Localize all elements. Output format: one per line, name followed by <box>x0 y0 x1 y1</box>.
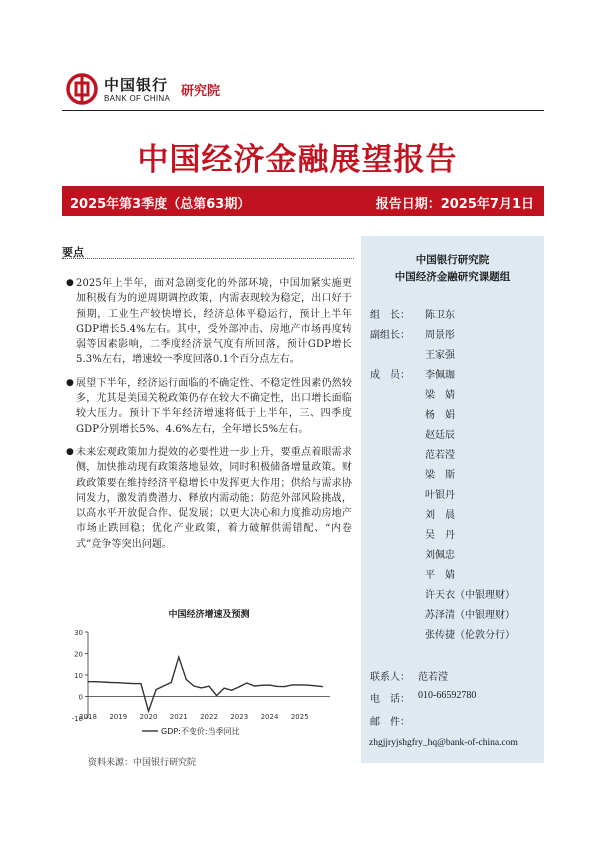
contact-label: 联系人： <box>370 672 410 683</box>
legend-label: GDP:不变价:当季同比 <box>161 727 240 736</box>
team-member: 叶银丹 <box>425 490 455 501</box>
team-member: 刘 晨 <box>425 510 455 521</box>
team-member: 平 婧 <box>425 570 455 581</box>
data-point <box>246 682 247 683</box>
bullet-icon: ● <box>66 278 74 288</box>
data-point <box>216 695 217 696</box>
logo-chinese-name: 中国银行 <box>104 76 169 94</box>
bank-of-china-logo-icon <box>66 73 98 105</box>
report-date: 报告日期：2025年7月1日 <box>375 197 534 212</box>
data-point <box>254 685 255 686</box>
key-point-text: 未来宏观政策加力提效的必要性进一步上升，要重点着眼需求侧，加快推动现有政策落地显效，同时积极储备增量政策。财政政策要在维持经济平稳增长中发挥更大作用；供给与需求协同发力，激发消费潜力、释放内需动能；防范外部风险挑战，以高水平开放促合作、促发展；以更大决心和力度推动房地产市场止跌回稳；优化产业政策，着力破解供需错配、“内卷式”竞争等突出问题。 <box>76 446 352 550</box>
role-label-deputy: 副组长： <box>370 330 410 341</box>
x-tick-label: 2019 <box>109 713 128 721</box>
data-point <box>118 682 119 683</box>
data-point <box>276 686 277 687</box>
x-tick-label: 2018 <box>79 713 97 721</box>
team-member: 刘佩忠 <box>425 550 455 561</box>
team-member: 周景彤 <box>425 330 455 341</box>
issue-label: 2025年第3季度（总第63期） <box>70 197 251 212</box>
data-point <box>178 657 179 658</box>
key-points-list <box>66 276 352 560</box>
data-point <box>110 682 111 683</box>
role-label-members: 成 员： <box>370 370 410 381</box>
y-tick-label: 0 <box>78 693 83 702</box>
data-point <box>224 688 225 689</box>
report-title: 中国经济金融展望报告 <box>137 142 458 178</box>
bullet-icon: ● <box>66 377 74 388</box>
data-point <box>284 686 285 687</box>
data-point <box>239 686 240 687</box>
data-point <box>186 679 187 680</box>
x-tick-label: 2021 <box>169 713 188 721</box>
team-member: 许天衣（中银理财） <box>425 590 515 601</box>
chart-source: 资料来源：中国银行研究院 <box>88 758 197 768</box>
key-points-heading: 要点 <box>62 246 84 259</box>
key-point-text: 展望下半年，经济运行面临的不确定性、不稳定性因素仍然较多，尤其是美国关税政策仍存在较大不确定性，出口增长面临较大压力。预计下半年经济增速将低于上半年，三、四季度GDP分别增长5%、4.6%左右，全年增长5%左右。 <box>76 377 352 435</box>
team-member: 陈卫东 <box>425 310 455 321</box>
key-point-item <box>66 376 352 437</box>
team-member: 梁 斯 <box>425 470 455 481</box>
key-point-item <box>66 445 352 552</box>
data-point <box>125 683 126 684</box>
phone-number: 010-66592780 <box>418 690 477 701</box>
data-point <box>87 681 88 682</box>
data-point <box>292 684 293 685</box>
series-line <box>88 657 322 711</box>
data-point <box>201 687 202 688</box>
data-point <box>269 685 270 686</box>
team-member: 范若滢 <box>425 450 455 461</box>
data-point <box>299 684 300 685</box>
data-point <box>261 685 262 686</box>
team-member: 赵廷辰 <box>425 430 455 441</box>
x-tick-label: 2023 <box>230 713 249 721</box>
email-label: 邮 件： <box>370 717 410 728</box>
phone-label: 电 话： <box>370 694 410 705</box>
team-member: 苏泽清（中银理财） <box>425 610 515 621</box>
data-point <box>133 683 134 684</box>
team-member: 吴 丹 <box>425 530 455 541</box>
data-point <box>208 686 209 687</box>
x-tick-label: 2020 <box>139 713 158 721</box>
panel-group-name: 中国经济金融研究课题组 <box>394 271 511 283</box>
header-divider <box>62 110 544 111</box>
data-point <box>231 690 232 691</box>
key-point-item <box>66 276 352 368</box>
y-tick-label: 20 <box>74 650 83 659</box>
y-tick-label: -10 <box>71 715 83 723</box>
data-point <box>163 685 164 686</box>
data-point <box>148 711 149 712</box>
bullet-icon: ● <box>66 446 74 457</box>
data-point <box>314 685 315 686</box>
chart-title: 中国经济增速及预测 <box>168 610 250 620</box>
key-points-divider <box>62 258 354 259</box>
y-tick-label: 10 <box>74 672 83 680</box>
data-point <box>95 681 96 682</box>
data-point <box>103 681 104 682</box>
data-point <box>193 685 194 686</box>
x-tick-label: 2024 <box>260 713 279 721</box>
team-member: 梁 婧 <box>425 390 455 401</box>
issue-banner <box>62 186 544 216</box>
team-member: 李佩珈 <box>425 370 455 381</box>
y-tick-label: 30 <box>74 629 83 637</box>
x-tick-label: 2025 <box>290 713 309 721</box>
data-point <box>140 683 141 684</box>
data-point <box>171 682 172 683</box>
role-label-leader: 组 长： <box>370 310 410 321</box>
email-address[interactable]: zhgjjryjshgfry_hq@bank-of-china.com <box>369 738 518 748</box>
institute-name: 研究院 <box>181 84 221 99</box>
data-point <box>322 686 323 687</box>
team-member: 杨 娟 <box>425 410 455 421</box>
logo-english-name: BANK OF CHINA <box>104 94 171 103</box>
team-member: 王家强 <box>425 350 455 361</box>
data-point <box>155 689 156 690</box>
gdp-growth-chart <box>62 622 354 740</box>
panel-org-name: 中国银行研究院 <box>415 254 490 266</box>
data-point <box>307 685 308 686</box>
x-tick-label: 2022 <box>200 713 218 721</box>
contact-name: 范若滢 <box>418 672 448 683</box>
key-point-text: 2025年上半年，面对急剧变化的外部环境，中国加紧实施更加积极有为的逆周期调控政策，内需表现较为稳定，出口好于预期，工业生产较快增长，经济总体平稳运行，预计上半年GDP增长5.4%左右。其中，受外部冲击、房地产市场再度转弱等因素影响，二季度经济景气度有所回落，预计GDP增长5.3%左右，增速较一季度回落0.1个百分点左右。 <box>76 278 352 366</box>
team-member: 张传捷（伦敦分行） <box>425 630 515 641</box>
